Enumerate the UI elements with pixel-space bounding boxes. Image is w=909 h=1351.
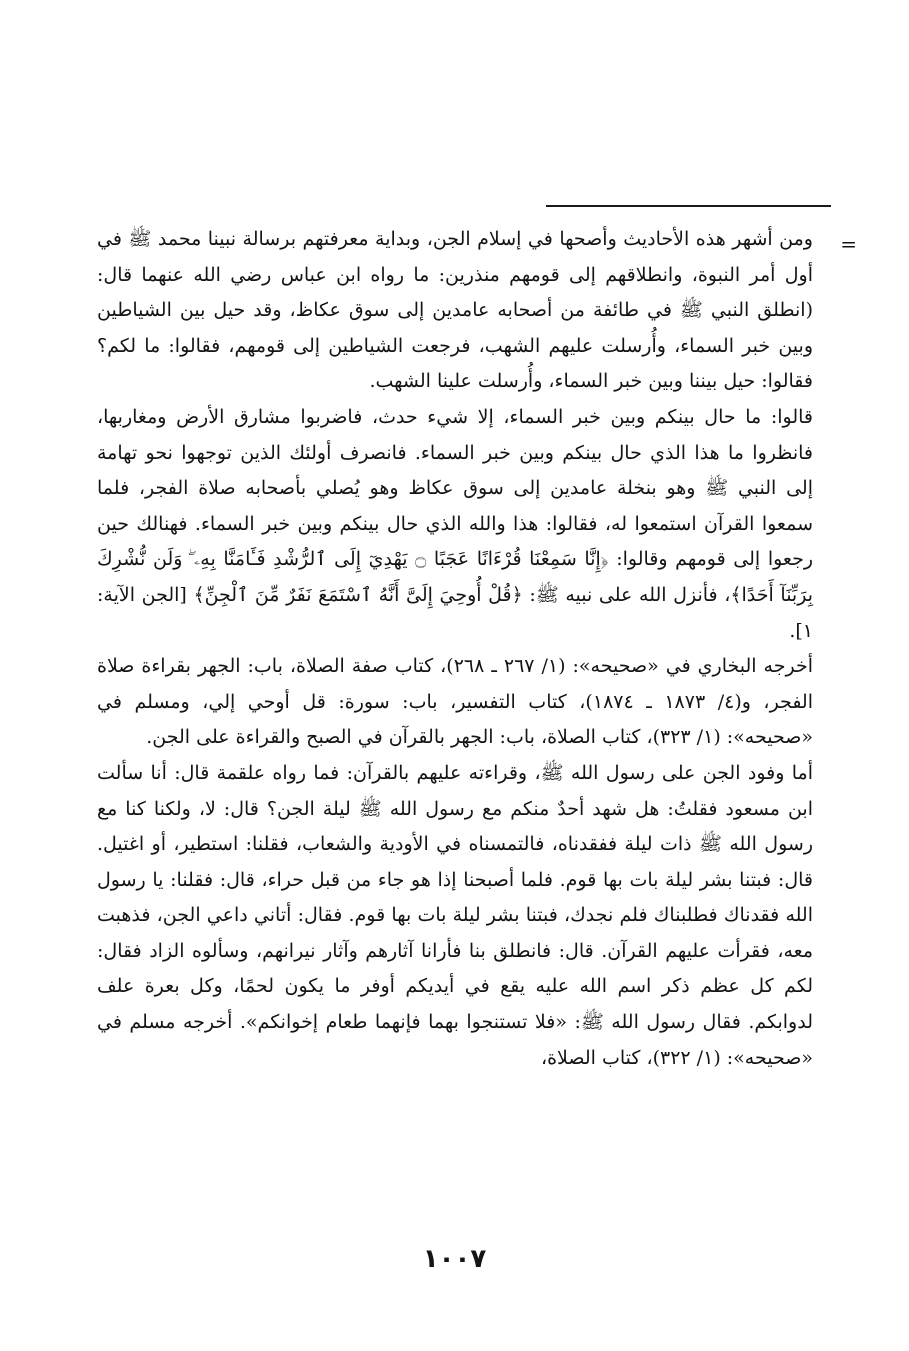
page-number: ١٠٠٧ xyxy=(422,1244,487,1274)
paragraph-ibn-abbas-hadith: ومن أشهر هذه الأحاديث وأصحها في إسلام الجن، وبداية معرفتهم برسالة نبينا محمد ﷺ في أول أمر النبوة، وانطلاقهم إلى قومهم منذرين: ما رواه ابن عباس رضي الله عنهما قال: (انطلق النبي ﷺ في طائفة من أصحابه عامدين إلى سوق عكاظ، وقد حيل بين الشياطين وبين خبر السماء، وأُرسلت عليهم الشهب، فرجعت الشياطين إلى قومهم، فقالوا: ما لكم؟ فقالوا: حيل بيننا وبين خبر السماء، وأُرسلت علينا الشهب. xyxy=(97,228,813,393)
paragraph-bukhari-reference: أخرجه البخاري في «صحيحه»: (١/ ٢٦٧ ـ ٢٦٨)، كتاب صفة الصلاة، باب: الجهر بقراءة صلاة الفجر، و(٤/ ١٨٧٣ ـ ١٨٧٤)، كتاب التفسير، باب: سورة: قل أوحي إلي، ومسلم في «صحيحه»: (١/ ٣٢٣)، كتاب الصلاة، باب: الجهر بالقرآن في الصبح والقراءة على الجن. xyxy=(97,655,813,749)
footnote-separator-rule xyxy=(546,205,831,207)
page-body xyxy=(97,222,813,1076)
paragraph-ibn-masud-hadith: أما وفود الجن على رسول الله ﷺ، وقراءته عليهم بالقرآن: فما رواه علقمة قال: أنا سألت ابن مسعود فقلتُ: هل شهد أحدٌ منكم مع رسول الله ﷺ ليلة الجن؟ قال: لا، ولكنا كنا مع رسول الله ﷺ ذات ليلة ففقدناه، فالتمسناه في الأودية والشعاب، فقلنا: استطير، أو اغتيل. قال: فبتنا بشر ليلة بات بها قوم. فلما أصبحنا إذا هو جاء من قبل حراء، قال: فقلنا: يا رسول الله فقدناك فطلبناك فلم نجدك، فبتنا بشر ليلة بات بها قوم. فقال: أتاني داعي الجن، فذهبت معه، فقرأت عليهم القرآن. قال: فانطلق بنا فأرانا آثارهم وآثار نيرانهم، وسألوه الزاد فقال: لكم كل عظم ذكر اسم الله عليه يقع في أيديكم أوفر ما يكون لحمًا، وكل بعرة علف لدوابكم. فقال رسول الله ﷺ: «فلا تستنجوا بهما فإنهما طعام إخوانكم». أخرجه مسلم في «صحيحه»: (١/ ٣٢٢)، كتاب الصلاة، xyxy=(97,761,813,1069)
paragraph-hadith-continuation: قالوا: ما حال بينكم وبين خبر السماء، إلا شيء حدث، فاضربوا مشارق الأرض ومغاربها، فانظروا ما هذا الذي حال بينكم وبين خبر السماء. فانصرف أولئك الذين توجهوا نحو تهامة إلى النبي ﷺ وهو بنخلة عامدين إلى سوق عكاظ وهو يُصلي بأصحابه صلاة الفجر، فلما سمعوا القرآن استمعوا له، فقالوا: هذا والله الذي حال بينكم وبين خبر السماء. فهنالك حين رجعوا إلى قومهم وقالوا: ﴿إِنَّا سَمِعْنَا قُرْءَانًا عَجَبًا ۝ يَهْدِيٓ إِلَى ٱلرُّشْدِ فَـَٔامَنَّا بِهِۦ ۖ وَلَن نُّشْرِكَ بِرَبِّنَآ أَحَدًا﴾، فأنزل الله على نبيه ﷺ: ﴿قُلْ أُوحِيَ إِلَىَّ أَنَّهُ ٱسْتَمَعَ نَفَرٌ مِّنَ ٱلْجِنِّ﴾ [الجن الآية: ١]. xyxy=(97,405,813,642)
continuation-mark: = xyxy=(840,232,857,256)
